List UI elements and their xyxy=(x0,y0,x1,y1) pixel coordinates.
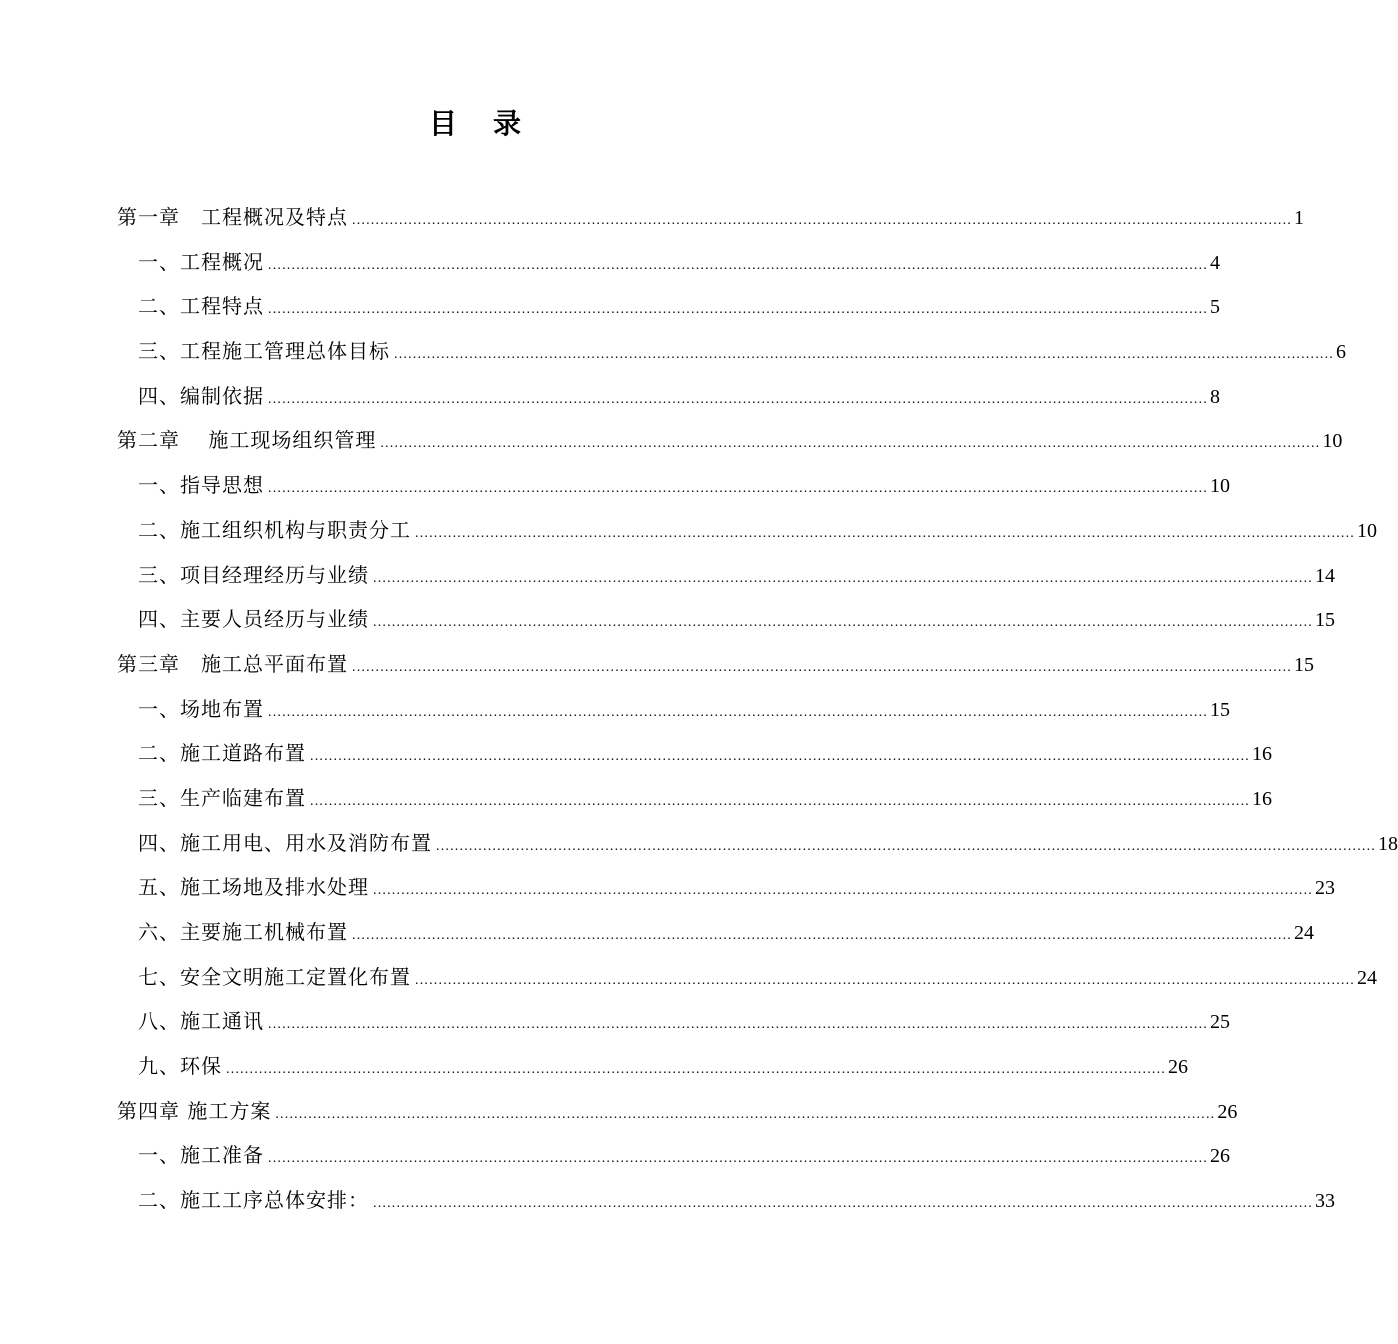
toc-entry-text: 二、工程特点 xyxy=(138,294,264,319)
toc-entry-text: 六、主要施工机械布置 xyxy=(138,920,348,944)
toc-section-entry[interactable] xyxy=(117,910,1314,955)
toc-entry-text: 四、主要人员经历与业绩 xyxy=(138,607,369,632)
toc-entry-text: 一、工程概况 xyxy=(138,249,264,274)
toc-chapter-entry[interactable] xyxy=(117,1089,1238,1134)
toc-page-number: 14 xyxy=(1315,564,1335,587)
toc-dot-leader: ........................................................................................................................................................................................................ xyxy=(373,1196,1313,1212)
toc-entry-text: 一、指导思想 xyxy=(138,473,264,498)
toc-dot-leader: ........................................................................................................................................................................................................ xyxy=(352,659,1292,675)
toc-page-number: 33 xyxy=(1315,1190,1335,1213)
toc-dot-leader: ........................................................................................................................................................................................................ xyxy=(268,257,1208,273)
toc-entry-text: 第一章 工程概况及特点 xyxy=(117,205,348,229)
toc-section-entry[interactable] xyxy=(117,1044,1188,1089)
toc-page-number: 25 xyxy=(1210,1011,1230,1034)
toc-dot-leader: ........................................................................................................................................................................................................ xyxy=(415,972,1355,988)
toc-section-entry[interactable] xyxy=(117,1178,1335,1223)
toc-section-entry[interactable] xyxy=(117,553,1335,598)
toc-section-entry[interactable] xyxy=(117,687,1230,732)
toc-chapter-entry[interactable] xyxy=(117,642,1314,687)
toc-dot-leader: ........................................................................................................................................................................................................ xyxy=(373,615,1313,631)
toc-entry-text: 五、施工场地及排水处理 xyxy=(138,875,369,900)
toc-section-entry[interactable] xyxy=(117,955,1377,1000)
toc-section-entry[interactable] xyxy=(117,1133,1230,1178)
toc-section-entry[interactable] xyxy=(117,240,1220,285)
toc-dot-leader: ........................................................................................................................................................................................................ xyxy=(268,1017,1208,1033)
toc-section-entry[interactable] xyxy=(117,284,1220,329)
toc-dot-leader: ........................................................................................................................................................................................................ xyxy=(352,928,1292,943)
toc-entry-text: 三、工程施工管理总体目标 xyxy=(138,339,390,364)
toc-dot-leader: ........................................................................................................................................................................................................ xyxy=(268,391,1208,407)
toc-chapter-entry[interactable] xyxy=(117,418,1343,463)
toc-section-entry[interactable] xyxy=(117,374,1220,419)
toc-dot-leader: ........................................................................................................................................................................................................ xyxy=(373,883,1313,899)
toc-dot-leader: ........................................................................................................................................................................................................ xyxy=(310,793,1250,809)
toc-entry-text: 八、施工通讯 xyxy=(138,1009,264,1034)
toc-entry-text: 第四章 施工方案 xyxy=(117,1098,272,1123)
toc-dot-leader: ........................................................................................................................................................................................................ xyxy=(268,481,1208,497)
toc-page-number: 15 xyxy=(1294,653,1314,676)
toc-entry-text: 四、编制依据 xyxy=(138,383,264,408)
toc-page-number: 1 xyxy=(1294,207,1304,229)
toc-dot-leader: ........................................................................................................................................................................................................ xyxy=(373,570,1313,586)
toc-page-number: 15 xyxy=(1315,609,1335,632)
toc-page-number: 23 xyxy=(1315,877,1335,900)
toc-entry-text: 第三章 施工总平面布置 xyxy=(117,651,348,676)
toc-section-entry[interactable] xyxy=(117,776,1272,821)
toc-page-number: 4 xyxy=(1210,251,1220,274)
toc-dot-leader: ........................................................................................................................................................................................................ xyxy=(394,347,1334,363)
toc-section-entry[interactable] xyxy=(117,865,1335,910)
toc-entry-text: 三、生产临建布置 xyxy=(138,785,306,810)
toc-section-entry[interactable] xyxy=(117,999,1230,1044)
toc-section-entry[interactable] xyxy=(117,597,1335,642)
toc-entry-text: 七、安全文明施工定置化布置 xyxy=(138,964,411,989)
toc-page-number: 24 xyxy=(1294,922,1314,944)
toc-entry-text: 三、项目经理经历与业绩 xyxy=(138,562,369,587)
toc-page-number: 10 xyxy=(1357,519,1377,542)
toc-page-number: 26 xyxy=(1210,1145,1230,1168)
toc-dot-leader: ........................................................................................................................................................................................................ xyxy=(436,838,1376,854)
toc-page-number: 5 xyxy=(1210,296,1220,319)
toc-section-entry[interactable] xyxy=(117,821,1398,866)
toc-section-entry[interactable] xyxy=(117,463,1230,508)
table-of-contents xyxy=(117,195,1398,1223)
toc-page-number: 18 xyxy=(1378,832,1398,855)
toc-page-number: 15 xyxy=(1210,698,1230,721)
toc-entry-text: 二、施工组织机构与职责分工 xyxy=(138,517,411,542)
toc-entry-text: 第二章 施工现场组织管理 xyxy=(117,428,377,453)
toc-section-entry[interactable] xyxy=(117,731,1272,776)
toc-entry-text: 一、施工准备 xyxy=(138,1143,264,1168)
toc-dot-leader: ........................................................................................................................................................................................................ xyxy=(268,302,1208,318)
toc-dot-leader: ........................................................................................................................................................................................................ xyxy=(415,525,1355,541)
toc-entry-text: 四、施工用电、用水及消防布置 xyxy=(138,830,432,855)
toc-dot-leader: ........................................................................................................................................................................................................ xyxy=(268,1151,1208,1167)
toc-page-number: 8 xyxy=(1210,385,1220,408)
toc-entry-text: 九、环保 xyxy=(138,1054,222,1079)
toc-page-number: 10 xyxy=(1210,475,1230,498)
toc-section-entry[interactable] xyxy=(117,508,1377,553)
toc-page-number: 26 xyxy=(1168,1056,1188,1079)
toc-dot-leader: ........................................................................................................................................................................................................ xyxy=(310,749,1250,765)
toc-page-number: 16 xyxy=(1252,787,1272,810)
toc-page-number: 26 xyxy=(1217,1100,1238,1123)
toc-section-entry[interactable] xyxy=(117,329,1346,374)
toc-page-number: 16 xyxy=(1252,743,1272,766)
toc-page-number: 10 xyxy=(1322,430,1343,453)
toc-dot-leader: ........................................................................................................................................................................................................ xyxy=(380,436,1321,452)
toc-entry-text: 二、施工工序总体安排： xyxy=(138,1188,369,1213)
toc-page-number: 24 xyxy=(1357,966,1377,989)
toc-dot-leader: ........................................................................................................................................................................................................ xyxy=(268,704,1208,720)
toc-title: 目录 xyxy=(428,107,557,140)
toc-chapter-entry[interactable] xyxy=(117,195,1304,240)
toc-page-number: 6 xyxy=(1336,341,1346,364)
toc-dot-leader: ........................................................................................................................................................................................................ xyxy=(226,1062,1166,1078)
toc-dot-leader: ........................................................................................................................................................................................................ xyxy=(352,213,1292,228)
toc-dot-leader: ........................................................................................................................................................................................................ xyxy=(275,1106,1216,1122)
toc-entry-text: 二、施工道路布置 xyxy=(138,741,306,766)
toc-entry-text: 一、场地布置 xyxy=(138,696,264,721)
